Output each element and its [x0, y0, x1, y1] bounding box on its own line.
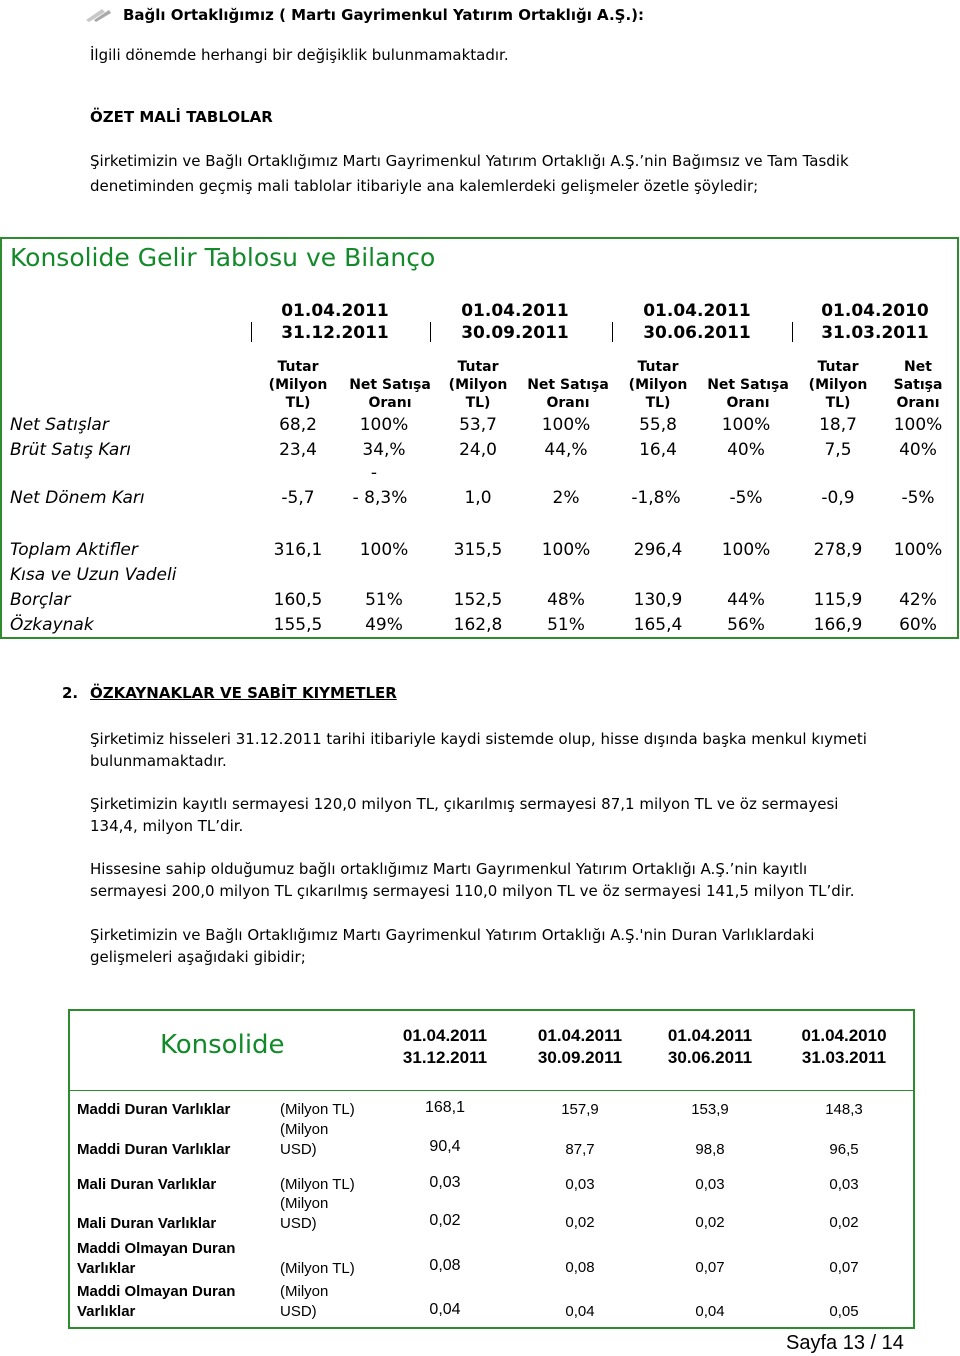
table-cell: 100% [541, 415, 591, 435]
table-cell: 60% [899, 615, 937, 635]
summary-line-1: Şirketimizin ve Bağlı Ortaklığımız Martı Gayrimenkul Yatırım Ortaklığı A.Ş.’nin Bağımsız ve Tam Tasdik [90, 152, 849, 170]
asset-row-label: Maddi Duran Varlıklar [77, 1101, 231, 1118]
table-cell: 160,5 [273, 590, 323, 610]
table-cell: 0,04 [429, 1301, 461, 1318]
section-heading: ÖZKAYNAKLAR VE SABİT KIYMETLER [90, 684, 397, 702]
table-cell: 100% [721, 540, 771, 560]
assets-table-header-rule [70, 1090, 913, 1091]
table-cell: 24,0 [459, 440, 497, 460]
table-cell: 51% [547, 615, 585, 635]
section-number: 2. [62, 684, 79, 702]
table-cell: 56% [727, 615, 765, 635]
table-cell: 157,9 [561, 1101, 599, 1118]
col-header-amount: Tutar (Milyon TL) [268, 359, 328, 411]
table-cell: 44% [727, 590, 765, 610]
table-cell: -1,8% [631, 488, 681, 508]
table-cell: 315,5 [453, 540, 503, 560]
period-header: 01.04.2011 30.09.2011 [461, 301, 569, 343]
table-cell: 115,9 [813, 590, 863, 610]
asset-row-label: Mali Duran Varlıklar [77, 1215, 217, 1232]
income-table-title: Konsolide Gelir Tablosu ve Bilanço [10, 243, 436, 272]
summary-heading: ÖZET MALİ TABLOLAR [90, 108, 273, 126]
table-cell: 7,5 [824, 440, 852, 460]
table-cell: 1,0 [464, 488, 492, 508]
table-cell: 100% [359, 415, 409, 435]
summary-line-2: denetiminden geçmiş mali tablolar itibariyle ana kalemlerdeki gelişmeler özetle şöyledir; [90, 177, 759, 195]
table-cell: 100% [359, 540, 409, 560]
table-cell: 40% [899, 440, 937, 460]
table-cell: 0,08 [565, 1259, 595, 1276]
table-cell: 0,03 [429, 1174, 461, 1191]
table-cell: 55,8 [639, 415, 677, 435]
table-cell: 168,1 [424, 1099, 466, 1116]
period-header: 01.04.2010 31.03.2011 [801, 1026, 887, 1067]
period-header: 01.04.2011 30.06.2011 [667, 1026, 753, 1067]
asset-row-unit: (Milyon TL) [280, 1101, 355, 1118]
table-cell: 100% [893, 415, 943, 435]
col-header-amount: Tutar (Milyon TL) [628, 359, 688, 411]
table-cell: 68,2 [279, 415, 317, 435]
equity-paragraph-1: Şirketimiz hisseleri 31.12.2011 tarihi itibariyle kaydi sistemde olup, hisse dışında başka menkul kıymeti bulunmamaktadır. [90, 730, 867, 770]
assets-table-title: Konsolide [160, 1030, 285, 1060]
equity-paragraph-4: Şirketimizin ve Bağlı Ortaklığımız Martı Gayrimenkul Yatırım Ortaklığı A.Ş.'nin Duran Varlıklardaki gelişmeleri aşağıdaki gibidir; [90, 926, 815, 966]
row-label-net-sales: Net Satışlar [10, 415, 109, 435]
table-cell: 153,9 [691, 1101, 729, 1118]
col-header-amount: Tutar (Milyon TL) [448, 359, 508, 411]
pencil-icon [84, 6, 112, 22]
table-cell: 130,9 [633, 590, 683, 610]
col-header-ratio: Net Satışa Oranı [893, 359, 943, 411]
table-cell: 162,8 [453, 615, 503, 635]
equity-paragraph-3: Hissesine sahip olduğumuz bağlı ortaklığımız Martı Gayrımenkul Yatırım Ortaklığı A.Ş.’nin kayıtlı sermayesi 200,0 milyon TL çıkarılmış sermayesi 110,0 milyon TL ve öz sermayesi 141,5 milyon TL’dir. [90, 860, 855, 900]
period-header: 01.04.2011 30.09.2011 [537, 1026, 623, 1067]
table-cell: 278,9 [813, 540, 863, 560]
period-header: 01.04.2011 30.06.2011 [643, 301, 751, 343]
table-cell: 100% [893, 540, 943, 560]
table-cell: 100% [721, 415, 771, 435]
dash-mark: - [370, 463, 378, 483]
table-cell: 2% [552, 488, 580, 508]
table-cell: 40% [727, 440, 765, 460]
table-cell: 96,5 [829, 1141, 859, 1158]
asset-row-label: Maddi Olmayan Duran Varlıklar [77, 1240, 236, 1277]
separator [430, 322, 431, 342]
row-label-liabilities: Borçlar [10, 590, 71, 610]
table-cell: 155,5 [273, 615, 323, 635]
row-label-total-assets: Toplam Aktifler [10, 540, 138, 560]
table-cell: 23,4 [279, 440, 317, 460]
table-cell: 0,02 [695, 1214, 725, 1231]
table-cell: 148,3 [825, 1101, 863, 1118]
table-cell: - 8,3% [352, 488, 408, 508]
col-header-amount: Tutar (Milyon TL) [808, 359, 868, 411]
table-cell: 0,04 [565, 1303, 595, 1320]
subsidiary-title: Bağlı Ortaklığımız ( Martı Gayrimenkul Yatırım Ortaklığı A.Ş.): [123, 6, 645, 24]
period-header: 01.04.2011 31.12.2011 [402, 1026, 488, 1067]
table-cell: 0,05 [829, 1303, 859, 1320]
asset-row-unit: (Milyon TL) [280, 1260, 355, 1277]
table-cell: 0,02 [829, 1214, 859, 1231]
asset-row-unit: (Milyon TL) [280, 1176, 355, 1193]
table-cell: -0,9 [821, 488, 855, 508]
row-label-equity: Özkaynak [10, 615, 94, 635]
row-label-net-profit: Net Dönem Karı [10, 488, 145, 508]
separator [612, 322, 613, 342]
table-cell: 0,03 [565, 1176, 595, 1193]
asset-row-unit: (Milyon USD) [280, 1121, 329, 1158]
table-cell: -5% [901, 488, 935, 508]
period-header: 01.04.2010 31.03.2011 [821, 301, 929, 343]
table-cell: 87,7 [565, 1141, 595, 1158]
table-cell: 0,02 [565, 1214, 595, 1231]
table-cell: 48% [547, 590, 585, 610]
table-cell: 0,03 [695, 1176, 725, 1193]
table-cell: 152,5 [453, 590, 503, 610]
asset-row-label: Mali Duran Varlıklar [77, 1176, 217, 1193]
table-cell: 100% [541, 540, 591, 560]
row-label-gross-profit: Brüt Satış Karı [10, 440, 132, 460]
table-cell: 0,02 [429, 1212, 461, 1229]
table-cell: 316,1 [273, 540, 323, 560]
asset-row-label: Maddi Duran Varlıklar [77, 1141, 231, 1158]
table-cell: 166,9 [813, 615, 863, 635]
table-cell: 0,07 [829, 1259, 859, 1276]
asset-row-unit: (Milyon USD) [280, 1195, 329, 1232]
table-cell: 0,08 [429, 1257, 461, 1274]
table-cell: 42% [899, 590, 937, 610]
separator [792, 322, 793, 342]
col-header-ratio: Net Satışa Oranı [349, 377, 431, 411]
table-cell: 53,7 [459, 415, 497, 435]
table-cell: 296,4 [633, 540, 683, 560]
table-cell: 165,4 [633, 615, 683, 635]
equity-paragraph-2: Şirketimizin kayıtlı sermayesi 120,0 milyon TL, çıkarılmış sermayesi 87,1 milyon TL ve öz sermayesi 134,4, milyon TL’dir. [90, 795, 839, 835]
col-header-ratio: Net Satışa Oranı [527, 377, 609, 411]
table-cell: 98,8 [695, 1141, 725, 1158]
page-number: Sayfa 13 / 14 [786, 1332, 904, 1354]
period-header: 01.04.2011 31.12.2011 [281, 301, 389, 343]
table-cell: 16,4 [639, 440, 677, 460]
separator [251, 322, 252, 342]
row-label-short-long-term: Kısa ve Uzun Vadeli [10, 565, 177, 585]
table-cell: 18,7 [819, 415, 857, 435]
table-cell: 44,% [544, 440, 588, 460]
subsidiary-text: İlgili dönemde herhangi bir değişiklik bulunmamaktadır. [90, 46, 509, 64]
asset-row-unit: (Milyon USD) [280, 1283, 329, 1320]
table-cell: -5,7 [281, 488, 315, 508]
table-cell: 90,4 [429, 1138, 461, 1155]
table-cell: 34,% [362, 440, 406, 460]
asset-row-label: Maddi Olmayan Duran Varlıklar [77, 1283, 236, 1320]
table-cell: 51% [365, 590, 403, 610]
table-cell: 49% [365, 615, 403, 635]
col-header-ratio: Net Satışa Oranı [707, 377, 789, 411]
table-cell: 0,04 [695, 1303, 725, 1320]
table-cell: -5% [729, 488, 763, 508]
table-cell: 0,07 [695, 1259, 725, 1276]
table-cell: 0,03 [829, 1176, 859, 1193]
